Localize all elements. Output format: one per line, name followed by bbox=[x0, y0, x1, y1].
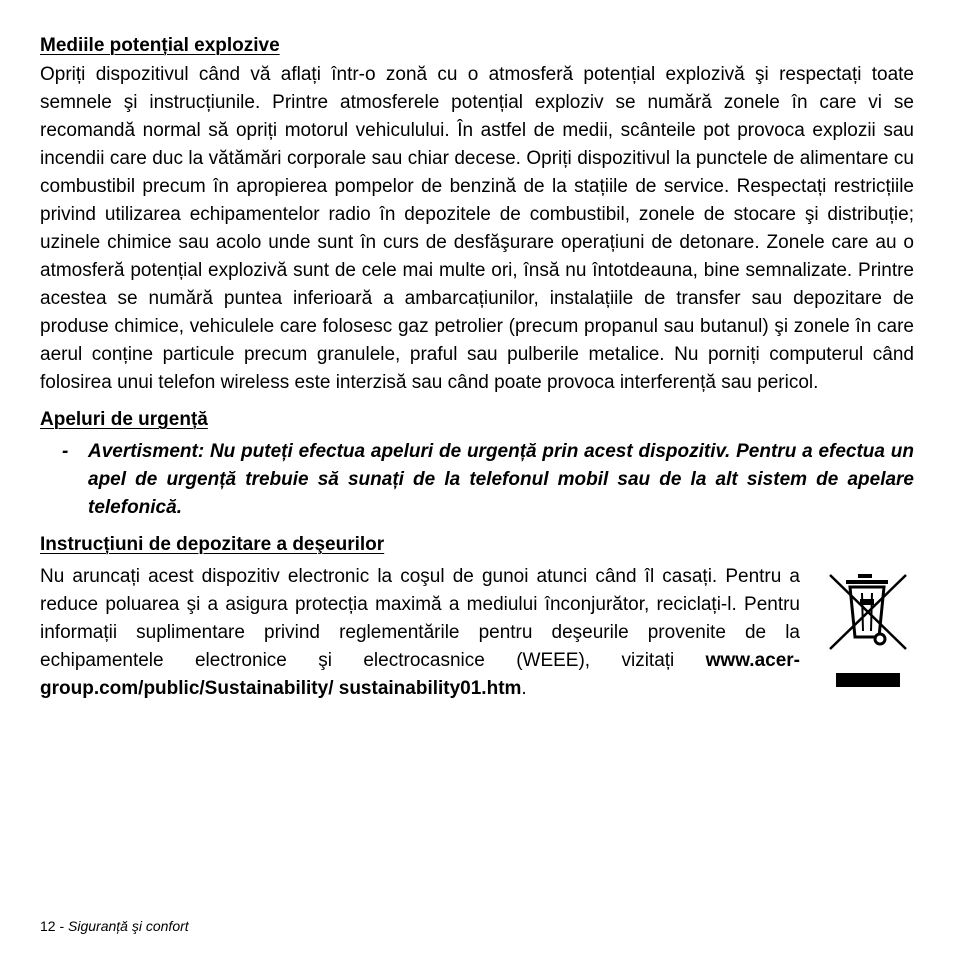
page-number: 12 bbox=[40, 918, 56, 934]
page-footer bbox=[40, 918, 189, 934]
paragraph-explosive: Opriți dispozitivul când vă aflați într-o zonă cu o atmosferă potențial explozivă şi respectați toate semnele şi instrucțiunile. Printre atmosferele potențial exploziv se numără zonele în care vi se recomandă normal să opriți motorul vehiculului. În astfel de medii, scânteile pot provoca explozii sau incendii care duc la vătămări corporale sau chiar decese. Opriți dispozitivul la punctele de alimentare cu combustibil precum în apropierea pompelor de benzină de la stațiile de service. Respectați restricțiile privind utilizarea echipamentelor radio în depozitele de combustibil, zonele de stocare şi distribuție; uzinele chimice sau acolo unde sunt în curs de desfăşurare operațiuni de detonare. Zonele care au o atmosferă potențial explozivă sunt de cele mai multe ori, însă nu întotdeauna, bine semnalizate. Printre acestea se numără puntea inferioară a ambarcațiunilor, instalațiile de transfer sau depozitare de produse chimice, vehiculele care folosesc gaz petrolier (precum propanul sau butanul) şi zonele în care aerul conține particule precum granulele, praful sau pulberile metalice. Nu porniți computerul când folosirea unui telefon wireless este interzisă sau când poate provoca interferență sau pericol. bbox=[40, 64, 914, 393]
sustainability-link[interactable]: www.acer-group.com/public/Sustainability/ sustainability01.htm bbox=[40, 650, 800, 699]
warning-text: Avertisment: Nu puteți efectua apeluri de urgență prin acest dispozitiv. Pentru a efectua un apel de urgență trebuie să sunați de la telefonul mobil sau de la alt sistem de apelare telefonică. bbox=[88, 441, 914, 518]
weee-crossed-bin-icon bbox=[826, 571, 910, 689]
warning-item bbox=[40, 438, 914, 522]
waste-text: Nu aruncați acest dispozitiv electronic la coşul de gunoi atunci când îl casați. Pentru a reduce poluarea şi a asigura protecția maximă a mediului înconjurător, reciclați-l. Pentru informații suplimentare privind reglementările pentru deşeurile provenite de la echipamentele electronice şi electrocasnice (WEEE), vizitați bbox=[40, 566, 800, 671]
waste-section bbox=[40, 563, 914, 703]
weee-icon-container bbox=[800, 563, 914, 703]
paragraph-waste bbox=[40, 563, 800, 703]
footer-separator: - bbox=[55, 918, 69, 934]
page-content bbox=[40, 33, 914, 703]
heading-waste: Instrucțiuni de depozitare a deşeurilor bbox=[40, 534, 385, 555]
waste-period: . bbox=[521, 678, 527, 699]
heading-explosive: Mediile potențial explozive bbox=[40, 35, 280, 56]
bullet-dash: - bbox=[62, 441, 69, 462]
footer-title: Siguranță şi confort bbox=[68, 918, 189, 934]
heading-emergency: Apeluri de urgență bbox=[40, 409, 208, 430]
